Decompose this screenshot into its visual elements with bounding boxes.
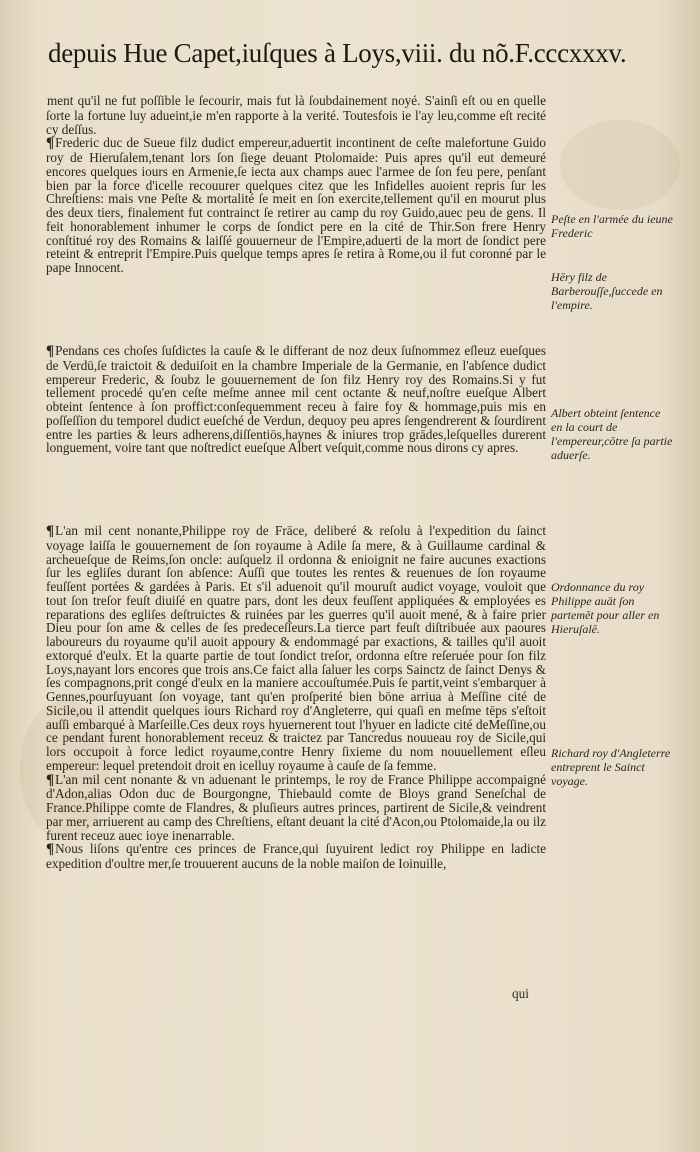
pilcrow-mark: ¶ (46, 343, 55, 359)
pilcrow-mark: ¶ (46, 841, 55, 858)
pilcrow-mark: ¶ (46, 523, 55, 539)
catchword: qui (512, 986, 529, 1001)
paragraph-text: ment qu'il ne fut poſſible le ſecourir, mais fut là ſoubdainement noyé. S'ainſi eſt ou en quelle ſorte la fortune luy adueint,ie m'en rapporte à la verité. Toutesfois ie l'ay leu,comme eſt recité cy deſſus. (46, 93, 546, 137)
paragraph (46, 136, 546, 275)
paragraph-text: Nous liſons qu'entre ces princes de France,qui ſuyuirent ledict roy Philippe en ladicte expedition d'oultre mer,ſe trouuerent aucuns de la noble maiſon de Ioinuille, (46, 841, 546, 871)
margin-note: Hēry filz de Barberouſſe,ſuccede en l'empire. (551, 270, 663, 312)
paragraph-text: Frederic duc de Sueue filz dudict empereur,aduertit incontinent de ceſte malefortune Guido roy de Hieruſalem,tenant lors ſon ſiege deuant Ptolomaide: Puis apres qu'il eut demeuré encores quelques iours en Armenie,ſe iecta aux champs auec l'armee de ſon feu pere, penſant bien par la force d'icelle recouurer quelques citez que les Infidelles auoient repris ſur les Chreſtiens: mais vne Peſte & mortalité ſe meit en ſon exercite,tellement qu'il en mourut plus des deux tiers, finalement fut contrainct ſe retirer au camp du roy Guido,auec peu de gens. Il feit honorablement inhumer le corps de ſondict pere en la cité de Thir.Son frere Henry conſtitué roy des Romains & laiſſé gouuerneur de l'Empire,aduerti de la mort de ſondict pere reteint & entreprit l'Empire.Puis quelque temps apres ſe retira à Rome,ou il fut coronné par le pape Innocent. (46, 135, 546, 275)
paragraph (46, 524, 546, 773)
text-block-3 (46, 524, 546, 871)
running-head: depuis Hue Capet,iuſques à Loys,viii. du nõ.F.cccxxxv. (48, 38, 627, 68)
paragraph-text: L'an mil cent nonante & vn aduenant le printemps, le roy de France Philippe accompaigné d'Adon,alias Odon duc de Bourgongne, Thiebauld comte de Bloys grand Seneſchal de France.Philippe comte de Flandres, & pluſieurs autres princes, partirent de Sicile,& veindrent par mer, arriuerent au camp des Chreſtiens, eſtant deuant la cité d'Acon,ou Ptolomaide,la ou ilz furent receuz auec ioye inenarrable. (46, 771, 546, 843)
pilcrow-mark: ¶ (46, 135, 55, 152)
margin-note: Albert obteint ſentence en la court de l'empereur,cōtre ſa partie aduerſe. (551, 406, 673, 462)
paragraph (46, 94, 546, 136)
paragraph-text: Pendans ces choſes ſuſdictes la cauſe & le differant de noz deux ſuſnommez eſleuz eueſques de Verdū,ſe traictoit & deduiſoit en la chambre Imperiale de la Germanie, en l'abſence dudict empereur Frederic, & ſoubz le gouuernement de ſon filz Henry roy des Romains.Si y fut tellement procedé qu'en ceſte meſme annee mil cent octante & neuf,noſtre eueſque Albert obteint ſentence à ſon proffict:conſequemment receu à faire foy & hommage,puis mis en poſſeſſion du temporel dudict eueſché de Verdun, dequoy peu apres ſengendrerent & ſourdirent entre les parties & leurs adherens,diſſentiōs,haynes & iniures trop grādes,leſquelles durerent longuement, voire tant que noſtredict eueſque Albert veſquit,comme nous dirons cy apres. (46, 343, 546, 456)
margin-note: Richard roy d'Angleterre entreprent le Sainct voyage. (551, 746, 671, 788)
paragraph-text: L'an mil cent nonante,Philippe roy de Frāce, deliberé & reſolu à l'expedition du ſainct voyage laiſſa le gouuernement de ſon royaume à Adile ſa mere, & à Guillaume cardinal & archeueſque de Reims,ſon oncle: auſquelz il ordonna & enioignit ne faire aucunes exactions ſur les egliſes durant ſon abſence: Auſſi que toutes les rentes & reuenues de ſon royaume feuſſent portées & gardées à Paris. Et s'il aduenoit qu'il mouruſt audict voyage, vouloit que tout ſon treſor feuſt diuiſé en quatre pars, dont les deux feuſſent appliquées & employées es reparations des egliſes deſtruictes & ruinées par les guerres qu'il auoit mené, & à faire prier Dieu pour ſon ame & celles de ſes predeceſſeurs.La tierce part feuſt diſtribuée aux paoures laboureurs du royaume qu'il auoit appoury & endommagé par exactions, & tailles qu'il auoit extorqué d'eulx. Et la quarte partie de tout ſondict treſor, ordonna eſtre reſeruée pour ſon filz Loys,nayant lors encores que trois ans.Ce faict alla ſaluer les corps Sainctz de ſainct Denys & ſes compagnons,prit congé d'eulx en la maniere accouſtumée.Puis ſe partit,veint s'embarquer à Gennes,pourſuyuant ſon voyage, tant qu'en proſperité bien bōne arriua à Meſſine cité de Sicile,ou il attendit quelques iours Richard roy d'Angleterre, qui quaſi en meſme tēps s'eſtoit auſſi embarqué à Marſeille.Ces deux roys hyuernerent tout l'hyuer en ladicte cité deMeſſine,ou ce pendant furent honorablement receuz & traictez par Tancredus nouueau roy de Sicile,qui lors occupoit à force ledict royaume,contre Henry ſixieme du nom nouuellement eſleu empereur: lequel pretendoit droit en icelluy royaume à cauſe de ſa femme. (46, 523, 546, 773)
paragraph (46, 344, 546, 455)
paper-stain (560, 120, 680, 210)
text-block-1 (46, 94, 546, 275)
paragraph (46, 773, 546, 843)
margin-note: Peſte en l'armée du ieune Frederic (551, 212, 673, 240)
text-block-2 (46, 344, 546, 455)
paragraph (46, 842, 546, 871)
pilcrow-mark: ¶ (46, 771, 55, 788)
margin-note: Ordonnance du roy Philippe auāt ſon partemēt pour aller en Hieruſalē. (551, 580, 660, 636)
